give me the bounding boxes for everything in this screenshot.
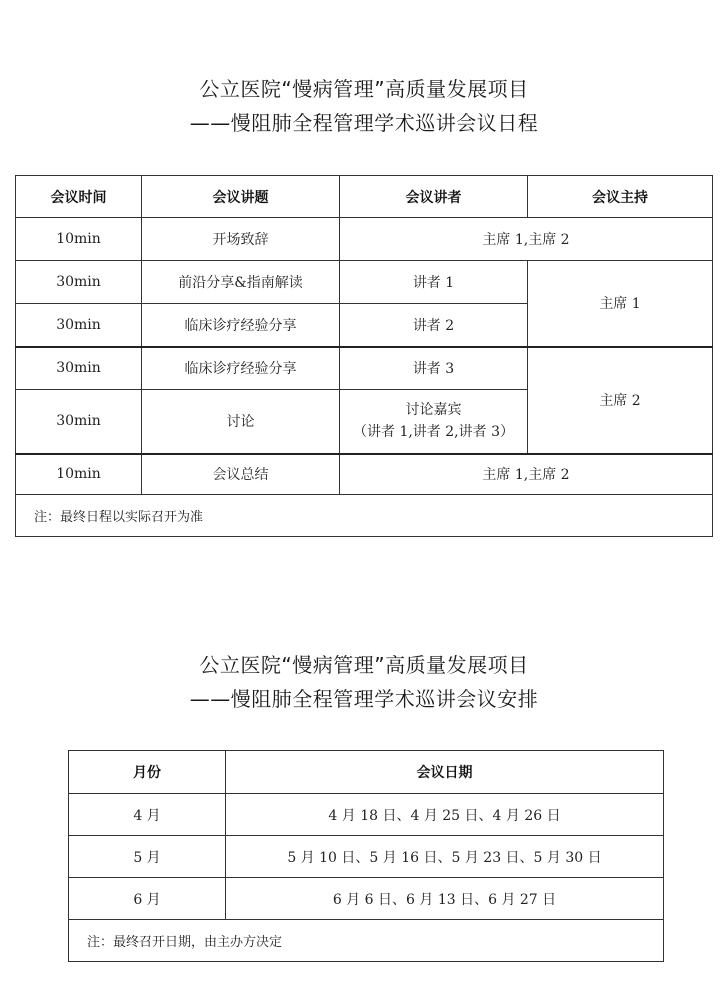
table-row	[69, 836, 664, 878]
row-month: 6 月	[69, 878, 226, 920]
row-topic: 开场致辞	[142, 218, 340, 261]
row-topic: 临床诊疗经验分享	[142, 347, 340, 390]
row-speaker: 讲者 1	[340, 261, 528, 304]
speaker-line1: 讨论嘉宾	[405, 402, 462, 419]
row-speaker-host: 主席 1,主席 2	[340, 218, 713, 261]
table-row	[16, 218, 713, 261]
schedule-note-row	[16, 495, 713, 537]
row-dates: 6 月 6 日、6 月 13 日、6 月 27 日	[226, 878, 664, 920]
schedule-title	[0, 72, 728, 140]
arrangement-title	[0, 648, 728, 716]
row-dates: 5 月 10 日、5 月 16 日、5 月 23 日、5 月 30 日	[226, 836, 664, 878]
row-topic: 会议总结	[142, 454, 340, 495]
header-time: 会议时间	[16, 176, 142, 218]
arrangement-note: 注：最终召开日期，由主办方决定	[69, 920, 664, 962]
arrangement-header-row	[69, 751, 664, 794]
row-time: 10min	[16, 218, 142, 261]
schedule-header-row	[16, 176, 713, 218]
speaker-line2: （讲者 1,讲者 2,讲者 3）	[353, 424, 514, 441]
host-group-2: 主席 2	[528, 347, 713, 454]
row-topic: 前沿分享&指南解读	[142, 261, 340, 304]
row-time: 10min	[16, 454, 142, 495]
row-month: 5 月	[69, 836, 226, 878]
row-month: 4 月	[69, 794, 226, 836]
arrangement-note-row	[69, 920, 664, 962]
row-time: 30min	[16, 261, 142, 304]
row-topic: 讨论	[142, 390, 340, 454]
header-host: 会议主持	[528, 176, 713, 218]
host-group-1: 主席 1	[528, 261, 713, 347]
row-dates: 4 月 18 日、4 月 25 日、4 月 26 日	[226, 794, 664, 836]
schedule-title-line1: 公立医院“慢病管理”高质量发展项目	[199, 77, 529, 101]
row-speaker	[340, 390, 528, 454]
row-time: 30min	[16, 390, 142, 454]
header-speaker: 会议讲者	[340, 176, 528, 218]
header-month: 月份	[69, 751, 226, 794]
schedule-table	[15, 175, 713, 537]
table-row	[16, 261, 713, 304]
table-row	[16, 454, 713, 495]
arrangement-title-line1: 公立医院“慢病管理”高质量发展项目	[199, 653, 529, 677]
arrangement-title-line2: ——慢阻肺全程管理学术巡讲会议安排	[189, 687, 539, 711]
row-speaker: 讲者 2	[340, 304, 528, 347]
schedule-note: 注：最终日程以实际召开为准	[16, 495, 713, 537]
arrangement-table	[68, 750, 664, 962]
table-row	[69, 878, 664, 920]
row-time: 30min	[16, 304, 142, 347]
row-speaker: 讲者 3	[340, 347, 528, 390]
header-dates: 会议日期	[226, 751, 664, 794]
row-topic: 临床诊疗经验分享	[142, 304, 340, 347]
row-speaker-host: 主席 1,主席 2	[340, 454, 713, 495]
schedule-title-line2: ——慢阻肺全程管理学术巡讲会议日程	[189, 111, 539, 135]
header-topic: 会议讲题	[142, 176, 340, 218]
table-row	[16, 347, 713, 390]
table-row	[69, 794, 664, 836]
row-time: 30min	[16, 347, 142, 390]
